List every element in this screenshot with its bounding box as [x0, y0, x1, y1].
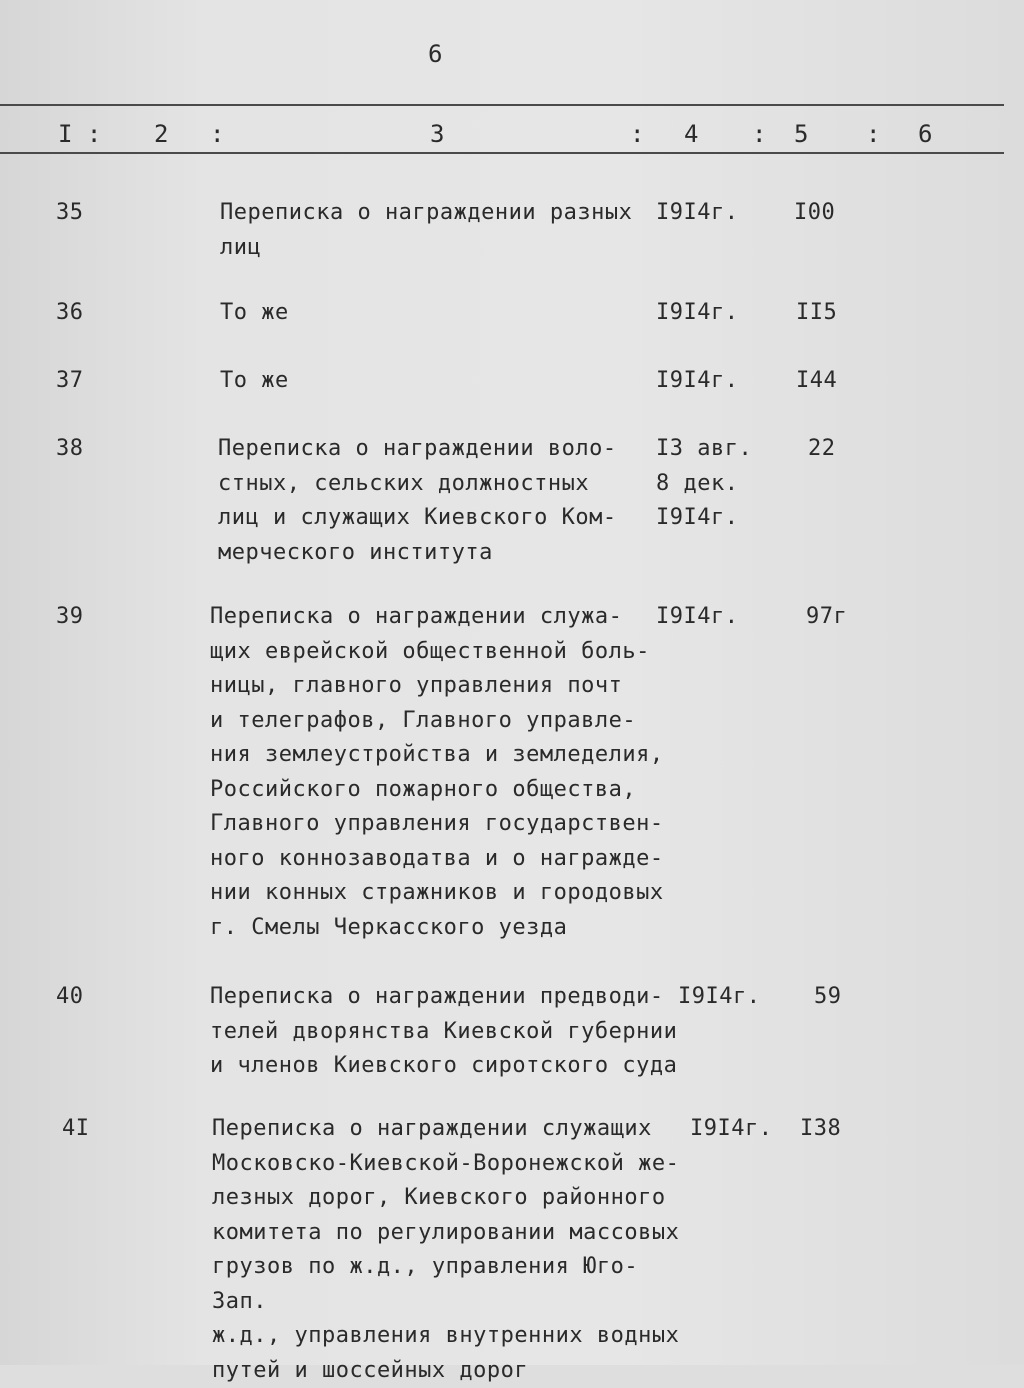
- row-title: Переписка о награждении воло- стных, сельских должностных лиц и служащих Киевского Ком- мерческого института: [218, 436, 617, 565]
- column-header-4: 4: [684, 120, 699, 148]
- row-date: I9I4г.: [656, 604, 739, 629]
- row-sheets: 59: [814, 984, 842, 1009]
- row-sheets: II5: [796, 300, 838, 325]
- column-separator: :: [210, 120, 225, 148]
- row-number: 38: [56, 436, 84, 461]
- row-number: 39: [56, 604, 84, 629]
- header-top-rule: [0, 104, 1004, 106]
- column-header-2: 2: [154, 120, 169, 148]
- page-number: 6: [428, 40, 443, 68]
- row-sheets: I38: [800, 1116, 842, 1141]
- row-sheets: I00: [794, 200, 836, 225]
- row-sheets: I44: [796, 368, 838, 393]
- row-date: I3 авг. 8 дек. I9I4г.: [656, 436, 753, 530]
- row-date: I9I4г.: [656, 200, 739, 225]
- column-header-6: 6: [918, 120, 933, 148]
- column-header-1: I :: [58, 120, 102, 148]
- row-title: Переписка о награждении служащих Московско-Киевской-Воронежской же- лезных дорог, Киевского районного комитета по регулировании массовых грузов по ж.д., управления Юго-Зап. ж.д., управления внутренних водных путей и шоссейных дорог: [212, 1116, 680, 1383]
- row-date: I9I4г.: [656, 300, 739, 325]
- row-number: 40: [56, 984, 84, 1009]
- row-title: То же: [220, 300, 289, 325]
- header-bottom-rule: [0, 152, 1004, 154]
- row-number: 37: [56, 368, 84, 393]
- row-sheets: 22: [808, 436, 836, 461]
- row-title: Переписка о награждении разных лиц: [220, 200, 633, 260]
- row-number: 4I: [62, 1116, 90, 1141]
- row-date: I9I4г.: [690, 1116, 773, 1141]
- row-title: Переписка о награждении предводи- телей дворянства Киевской губернии и членов Киевского сиротского суда: [210, 984, 678, 1078]
- row-number: 35: [56, 200, 84, 225]
- column-separator: :: [866, 120, 881, 148]
- row-title: Переписка о награждении служа- щих еврейской общественной боль- ницы, главного управления почт и телеграфов, Главного управле- ния землеустройства и земледелия, Российского пожарного общества, Главного управления государствен- ного коннозаводатва и о награжде- нии конных стражников и городовых г. Смелы Черкасского уезда: [210, 604, 664, 940]
- column-separator: :: [630, 120, 645, 148]
- row-date: I9I4г.: [678, 984, 761, 1009]
- row-date: I9I4г.: [656, 368, 739, 393]
- column-header-3: 3: [430, 120, 445, 148]
- column-header-5: 5: [794, 120, 809, 148]
- row-title: То же: [220, 368, 289, 393]
- row-number: 36: [56, 300, 84, 325]
- column-separator: :: [752, 120, 767, 148]
- row-sheets: 97г: [806, 604, 848, 629]
